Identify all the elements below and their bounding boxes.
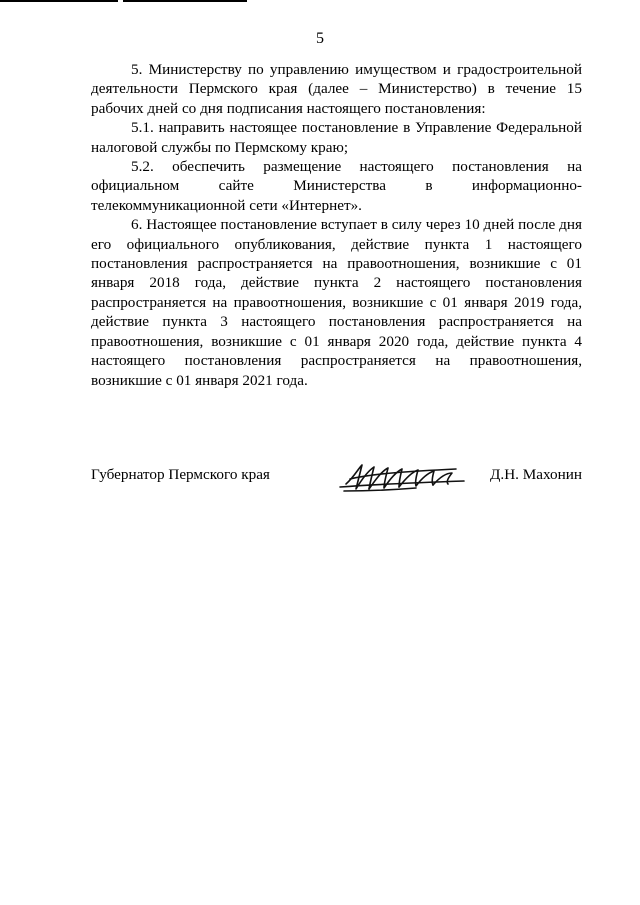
paragraph-item-5: 5. Министерству по управлению имуществом и градостроительной деятельности Пермского края (далее – Министерство) в течение 15 рабочих дней со дня подписания настоящего постановления: <box>91 61 582 117</box>
paragraph-item-5-2: 5.2. обеспечить размещение настоящего постановления на официальном сайте Министерства в информационно-телекоммуникационной сети «Интернет». <box>91 158 582 214</box>
header-rule-left <box>0 0 118 2</box>
signatory-position: Губернатор Пермского края <box>91 466 270 483</box>
header-rule-right <box>123 0 247 2</box>
paragraph-item-6: 6. Настоящее постановление вступает в силу через 10 дней после дня его официального опубликования, действие пункта 1 настоящего постановления распространяется на правоотношения, возникшие с 01 января 2018 года, действие пункта 2 настоящего постановления распространяется на правоотношения, возникшие с 01 января 2019 года, действие пункта 3 настоящего постановления распространяется на правоотношения, возникшие с 01 января 2020 года, действие пункта 4 настоящего постановления распространяется на правоотношения, возникшие с 01 января 2021 года. <box>91 216 582 389</box>
page-number: 5 <box>316 30 324 47</box>
document-body <box>91 60 582 390</box>
signatory-name: Д.Н. Махонин <box>490 466 582 483</box>
paragraph-item-5-1: 5.1. направить настоящее постановление в Управление Федеральной налоговой службы по Пермскому краю; <box>91 119 582 156</box>
signature-block <box>91 457 582 497</box>
handwritten-signature <box>336 457 471 497</box>
